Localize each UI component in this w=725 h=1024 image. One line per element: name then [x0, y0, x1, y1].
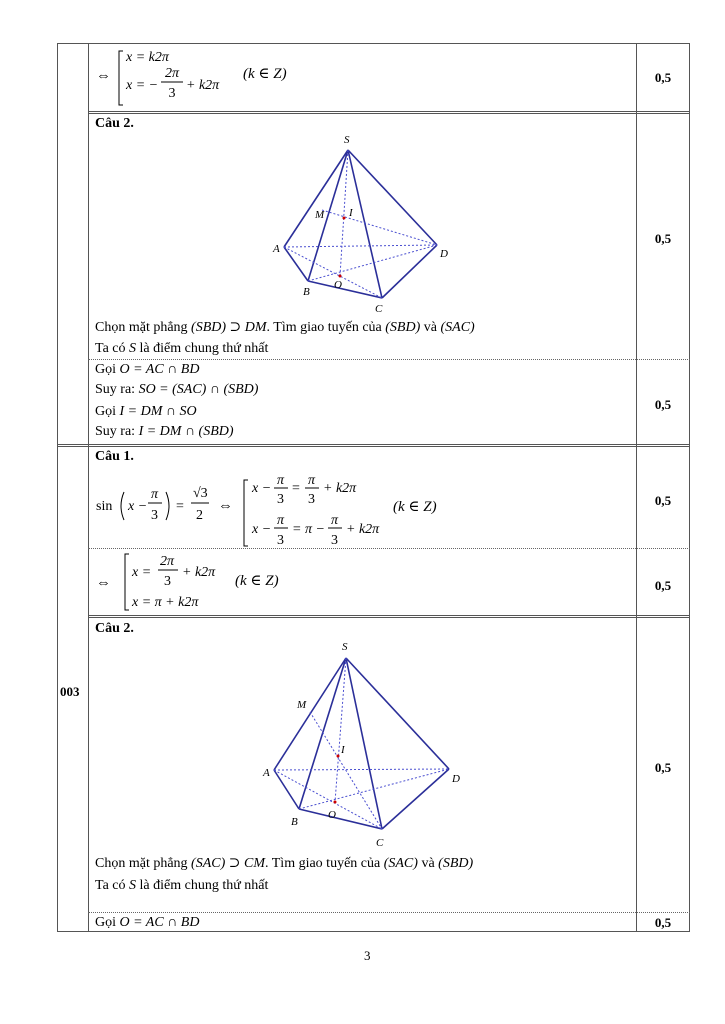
bracket-formula	[123, 552, 243, 612]
equivalence-symbol: ⇔	[96, 68, 111, 84]
row-divider	[88, 615, 690, 618]
svg-text:x −: x −	[128, 499, 148, 514]
formula-line: x = −	[126, 78, 159, 93]
score: 0,5	[654, 231, 672, 246]
question-title: Câu 2.	[95, 621, 134, 636]
text-line: Gọi I = DM ∩ SO	[95, 404, 197, 419]
text-line: Chọn mặt phẳng (SAC) ⊃ CM. Tìm giao tuyến của (SAC) và (SBD)	[95, 856, 474, 871]
score: 0,5	[654, 915, 672, 930]
svg-text:π: π	[151, 487, 159, 502]
label-M: M	[297, 699, 307, 711]
label-O: O	[328, 809, 336, 821]
svg-text:π: π	[277, 473, 285, 488]
page-number: 3	[364, 948, 371, 963]
text-line: Gọi O = AC ∩ BD	[95, 362, 200, 377]
svg-text:x −: x −	[252, 522, 272, 537]
label-B: B	[291, 816, 298, 828]
table-border-top	[57, 43, 690, 44]
label-M: M	[315, 209, 325, 221]
label-O: O	[334, 279, 342, 291]
score: 0,5	[654, 493, 672, 508]
k-condition: (k ∈ Z)	[243, 66, 287, 82]
label-B: B	[303, 286, 310, 298]
table-border-right	[689, 43, 690, 932]
svg-text:2π: 2π	[164, 66, 180, 81]
svg-text:3: 3	[277, 492, 284, 507]
svg-text:3: 3	[151, 508, 158, 523]
k-condition: (k ∈ Z)	[393, 499, 437, 515]
label-D: D	[452, 773, 460, 785]
text-line: Gọi O = AC ∩ BD	[95, 915, 200, 930]
section-divider	[57, 444, 690, 447]
svg-text:3: 3	[308, 492, 315, 507]
score: 0,5	[654, 70, 672, 85]
row-divider	[88, 912, 690, 913]
text-line: Ta có S là điểm chung thứ nhất	[95, 878, 269, 893]
label-A: A	[263, 767, 270, 779]
svg-text:√3: √3	[193, 486, 208, 501]
text-line: Suy ra: I = DM ∩ (SBD)	[95, 424, 234, 439]
score: 0,5	[654, 760, 672, 775]
label-I: I	[349, 207, 353, 219]
text-line: Ta có S là điểm chung thứ nhất	[95, 341, 269, 356]
svg-text:+ k2π: + k2π	[323, 481, 357, 496]
bracket	[118, 50, 124, 106]
label-C: C	[375, 303, 383, 315]
row-divider	[88, 111, 690, 114]
question-title: Câu 2.	[95, 116, 134, 131]
table-col-divider-2	[636, 43, 637, 932]
svg-text:⇔: ⇔	[218, 498, 233, 514]
equivalence-symbol: ⇔	[96, 575, 111, 591]
label-S: S	[342, 641, 348, 653]
svg-text:sin: sin	[96, 499, 113, 514]
section-code: 003	[60, 684, 80, 699]
score: 0,5	[654, 578, 672, 593]
label-A: A	[273, 243, 280, 255]
svg-text:+ k2π: + k2π	[182, 565, 216, 580]
svg-text:x = π + k2π: x = π + k2π	[132, 595, 199, 610]
fraction	[160, 66, 184, 104]
svg-text:x =: x =	[132, 565, 152, 580]
table-border-bottom	[57, 931, 690, 932]
question-title: Câu 1.	[95, 449, 134, 464]
svg-text:3: 3	[168, 86, 176, 101]
svg-text:+ k2π: + k2π	[346, 522, 380, 537]
row-divider	[88, 359, 690, 360]
table-border-left	[57, 43, 58, 932]
svg-text:3: 3	[331, 533, 338, 548]
svg-text:π: π	[308, 473, 316, 488]
svg-text:π: π	[277, 513, 285, 528]
text-line: Suy ra: SO = (SAC) ∩ (SBD)	[95, 382, 259, 397]
formula-line: x = k2π	[126, 50, 169, 65]
svg-text:π: π	[331, 513, 339, 528]
svg-text:= π −: = π −	[292, 522, 325, 537]
label-C: C	[376, 837, 384, 849]
score: 0,5	[654, 397, 672, 412]
svg-text:=: =	[176, 499, 184, 514]
k-condition: (k ∈ Z)	[235, 573, 279, 589]
label-D: D	[440, 248, 448, 260]
pyramid-figure	[270, 130, 460, 320]
svg-text:3: 3	[164, 574, 171, 589]
svg-text:2π: 2π	[160, 554, 175, 569]
svg-text:=: =	[292, 481, 300, 496]
table-col-divider-1	[88, 43, 89, 932]
svg-text:3: 3	[277, 533, 284, 548]
label-S: S	[344, 134, 350, 146]
svg-text:2: 2	[196, 508, 203, 523]
pyramid-figure	[262, 636, 472, 849]
text-line: Chọn mặt phẳng (SBD) ⊃ DM. Tìm giao tuyến của (SBD) và (SAC)	[95, 320, 475, 335]
formula-line: + k2π	[186, 78, 220, 93]
svg-text:x −: x −	[252, 481, 272, 496]
label-I: I	[341, 744, 345, 756]
